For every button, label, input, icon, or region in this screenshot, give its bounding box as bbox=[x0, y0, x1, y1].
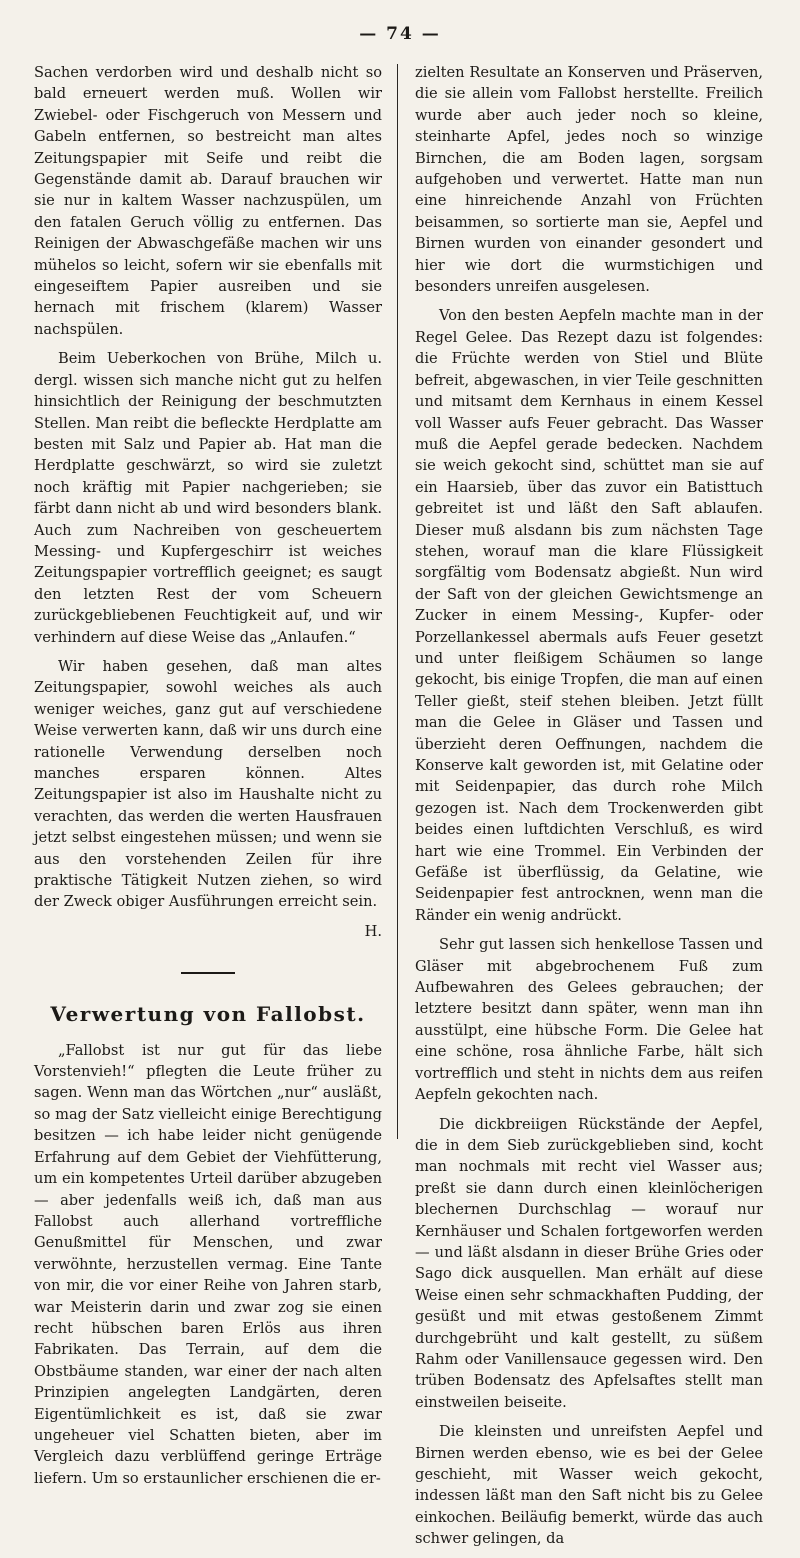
paragraph: zielten Resultate an Konserven und Präserven, die sie allein vom Fallobst herstellte. Freilich wurde aber auch jeder noch so kleine, steinharte Apfel, jedes noch so winzige Birnchen, die am Boden lagen, sorgsam aufgehoben und verwertet. Hatte man nun eine hinreichende Anzahl von Früchten beisammen, so sortierte man sie, Aepfel und Birnen wurden von einander gesondert und hier wie dort die wurmstichigen und besonders unreifen ausgelesen. bbox=[415, 64, 763, 296]
paragraph: Wir haben gesehen, daß man altes Zeitungspapier, sowohl weiches als auch weniger weiches, ganz gut auf verschiedene Weise verwerten kann, daß wir uns durch eine rationelle Verwendung derselben noch manches ersparen können. Altes Zeitungspapier ist also im Haushalte nicht zu verachten, das werden die werten Hausfrauen jetzt selbst eingestehen müssen; und wenn sie aus den vorstehenden Zeilen für ihre praktische Tätigkeit Nutzen ziehen, so wird der Zweck obiger Ausführungen erreicht sein. bbox=[34, 657, 382, 911]
signature-line bbox=[34, 921, 382, 942]
paragraph: „Fallobst ist nur gut für das liebe Vorstenvieh!“ pflegten die Leute früher zu sagen. Wenn man das Wörtchen „nur“ ausläßt, so mag der Satz vielleicht einige Berechtigung besitzen — ich habe leider nicht genügende Erfahrung auf dem Gebiet der Viehfütterung, um ein kompetentes Urteil darüber abzugeben — aber jedenfalls weiß ich, daß man aus Fallobst auch allerhand vortreffliche Genußmittel für Menschen, und zwar verwöhnte, herzustellen vermag. Eine Tante von mir, die vor einer Reihe von Jahren starb, war Meisterin darin und zwar zog sie einen recht hübschen baren Erlös aus ihren Fabrikaten. Das Terrain, auf dem die Obstbäume standen, war einer der nach alten Prinzipien angelegten Landgärten, deren Eigentümlichkeit es ist, daß sie zwar ungeheuer viel Schatten bieten, aber im Vergleich dazu verblüffend geringe Erträge liefern. Um so erstaunlicher erschienen die er- bbox=[34, 1041, 382, 1487]
paragraph: Die dickbreiigen Rückstände der Aepfel, die in dem Sieb zurückgeblieben sind, kocht man nochmals mit recht viel Wasser aus; preßt sie dann durch einen kleinlöcherigen blechernen Durchschlag — worauf nur Kernhäuser und Schalen fortgeworfen werden — und läßt alsdann in dieser Brühe Gries oder Sago dick ausquellen. Man erhält auf diese Weise einen sehr schmackhaften Pudding, der gesüßt und mit etwas gestoßenem Zimmt durchgebrüht und kalt gestellt, zu süßem Rahm oder Vanillensauce gegessen wird. Den trüben Bodensatz des Apfelsaftes stellt man einstweilen beiseite. bbox=[415, 1115, 763, 1411]
section-separator bbox=[181, 972, 235, 974]
paragraph: Sehr gut lassen sich henkellose Tassen und Gläser mit abgebrochenem Fuß zum Aufbewahren des Gelees gebrauchen; der letztere besitzt dann später, wenn man ihn ausstülpt, eine hübsche Form. Die Gelee hat eine schöne, rosa ähnliche Farbe, hält sich vortrefflich und steht in nichts dem aus reifen Aepfeln gekochten nach. bbox=[415, 936, 763, 1104]
column-divider bbox=[397, 64, 398, 1139]
section-title: Verwertung von Fallobst. bbox=[50, 1002, 366, 1027]
paragraph: Sachen verdorben wird und deshalb nicht so bald erneuert werden muß. Wollen wir Zwiebel- oder Fischgeruch von Messern und Gabeln entfernen, so bestreicht man altes Zeitungspapier mit Seife und reibt die Gegenstände damit ab. Darauf brauchen wir sie nur in kaltem Wasser nachzuspülen, um den fatalen Geruch völlig zu entfernen. Das Reinigen der Abwaschgefäße machen wir uns mühelos so leicht, sofern wir sie ebenfalls mit eingeseiftem Papier ausreiben und sie hernach mit frischem (klarem) Wasser nachspülen. bbox=[34, 64, 382, 338]
right-column bbox=[415, 62, 763, 1558]
left-column bbox=[34, 62, 382, 1497]
author-signature: H. bbox=[364, 922, 382, 940]
page-number: — 74 — bbox=[359, 24, 441, 44]
paragraph: Beim Ueberkochen von Brühe, Milch u. dergl. wissen sich manche nicht gut zu helfen hinsichtlich der Reinigung der beschmutzten Stellen. Man reibt die befleckte Herdplatte am besten mit Salz und Papier ab. Hat man die Herdplatte geschwärzt, so wird sie zuletzt noch kräftig mit Papier nachgerieben; sie färbt dann nicht ab und wird besonders blank. Auch zum Nachreiben von gescheuertem Messing- und Kupfergeschirr ist weiches Zeitungspapier vortrefflich geeignet; es saugt den letzten Rest der vom Scheuern zurückgebliebenen Feuchtigkeit auf, und wir verhindern auf diese Weise das „Anlaufen.“ bbox=[34, 350, 382, 646]
paragraph: Die kleinsten und unreifsten Aepfel und Birnen werden ebenso, wie es bei der Gelee geschieht, mit Wasser weich gekocht, indessen läßt man den Saft nicht bis zu Gelee einkochen. Beiläufig bemerkt, würde das auch schwer gelingen, da bbox=[415, 1423, 763, 1548]
paragraph: Von den besten Aepfeln machte man in der Regel Gelee. Das Rezept dazu ist folgendes: die Früchte werden von Stiel und Blüte befreit, abgewaschen, in vier Teile geschnitten und mitsamt dem Kernhaus in einem Kessel voll Wasser aufs Feuer gebracht. Das Wasser muß die Aepfel gerade bedecken. Nachdem sie weich gekocht sind, schüttet man sie auf ein Haarsieb, über das zuvor ein Batisttuch gebreitet ist und läßt den Saft ablaufen. Dieser muß alsdann bis zum nächsten Tage stehen, worauf man die klare Flüssigkeit sorgfältig vom Bodensatz abgießt. Nun wird der Saft von der gleichen Gewichtsmenge an Zucker in einem Messing-, Kupfer- oder Porzellankessel abermals aufs Feuer gesetzt und unter fleißigem Schäumen so lange gekocht, bis einige Tropfen, die man auf einen Teller gießt, steif stehen bleiben. Jetzt füllt man die Gelee in Gläser und Tassen und überzieht deren Oeffnungen, nachdem die Konserve kalt geworden ist, mit Gelatine oder mit Seidenpapier, das durch rohe Milch gezogen ist. Nach dem Trockenwerden gibt beides einen luftdichten Verschluß, es wird hart wie eine Trommel. Ein Verbinden der Gefäße ist überflüssig, da Gelatine, wie Seidenpapier fest antrocknen, wenn man die Ränder ein wenig andrückt. bbox=[415, 307, 763, 924]
